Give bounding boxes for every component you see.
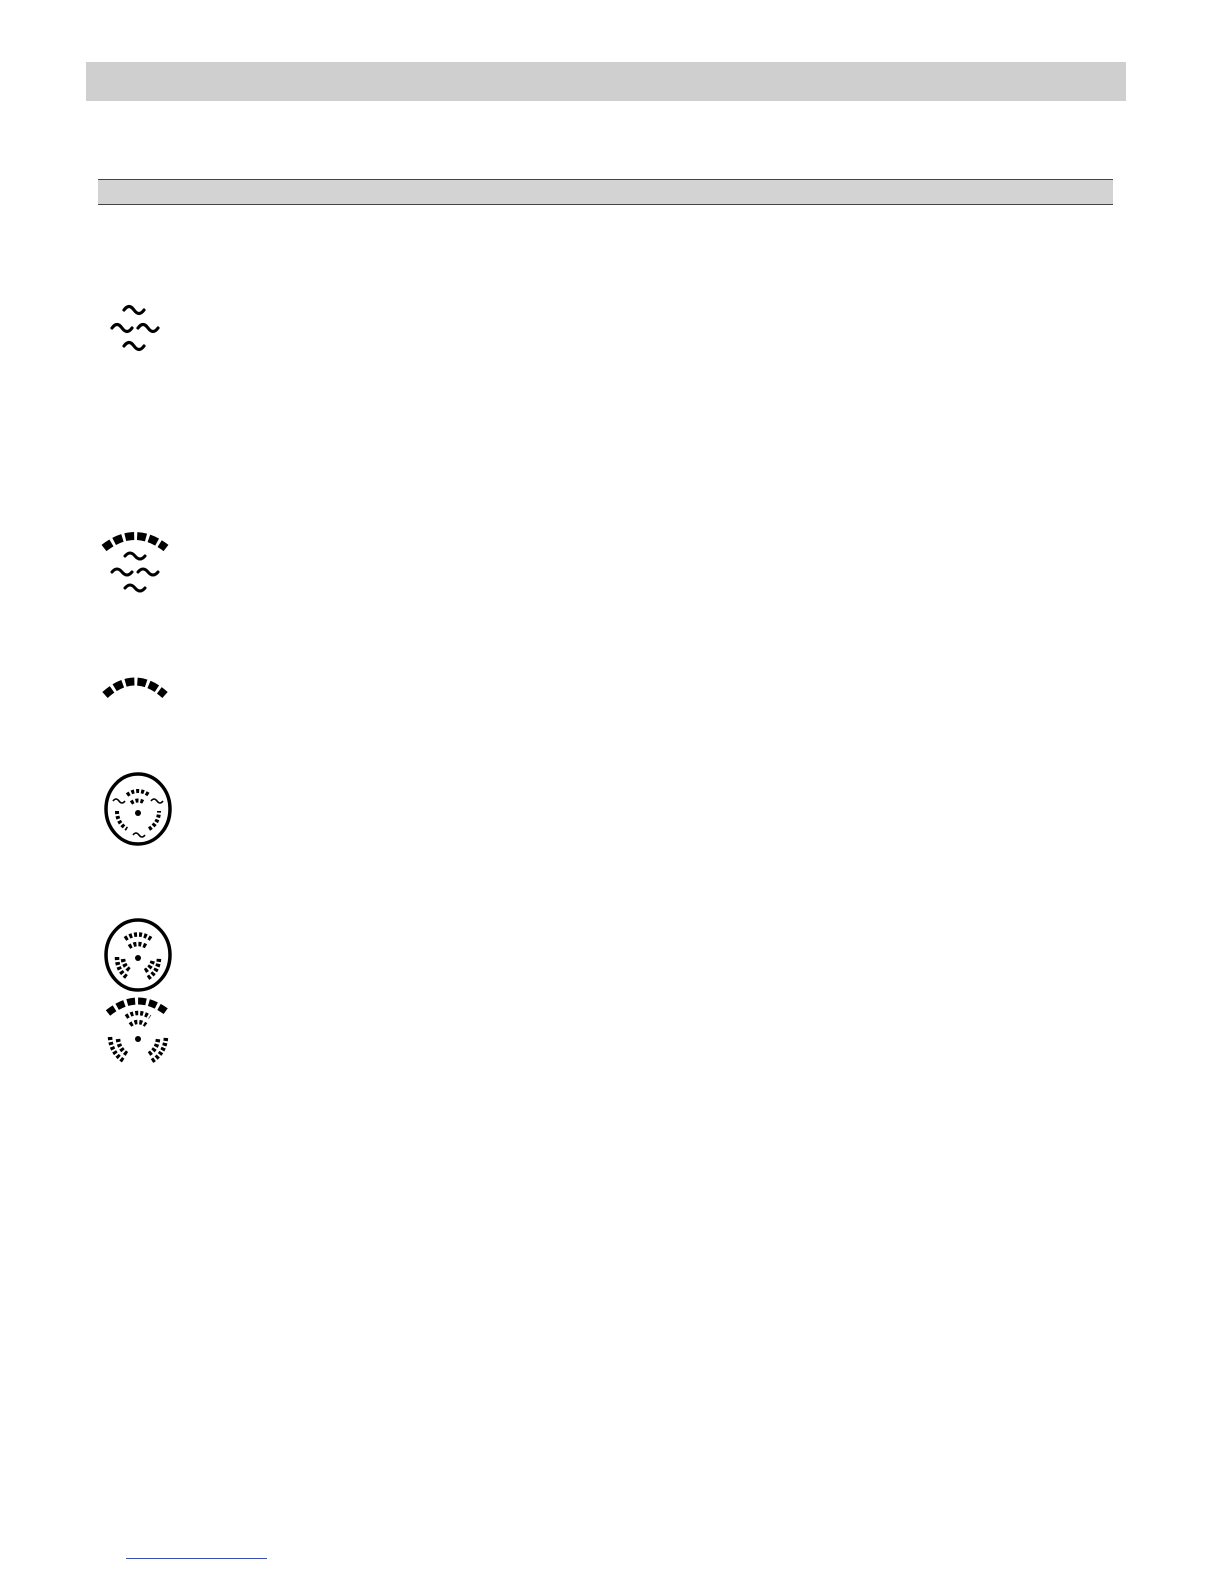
fan-circle-icon [103, 917, 175, 993]
fan-humidify-icon [103, 771, 175, 847]
humidify-wave-icon [104, 300, 168, 358]
footer-link-underline[interactable] [126, 1558, 267, 1559]
humidify-heat-icon [100, 528, 170, 596]
heat-arc-icon [100, 670, 170, 700]
fan-heat-icon [102, 993, 174, 1067]
